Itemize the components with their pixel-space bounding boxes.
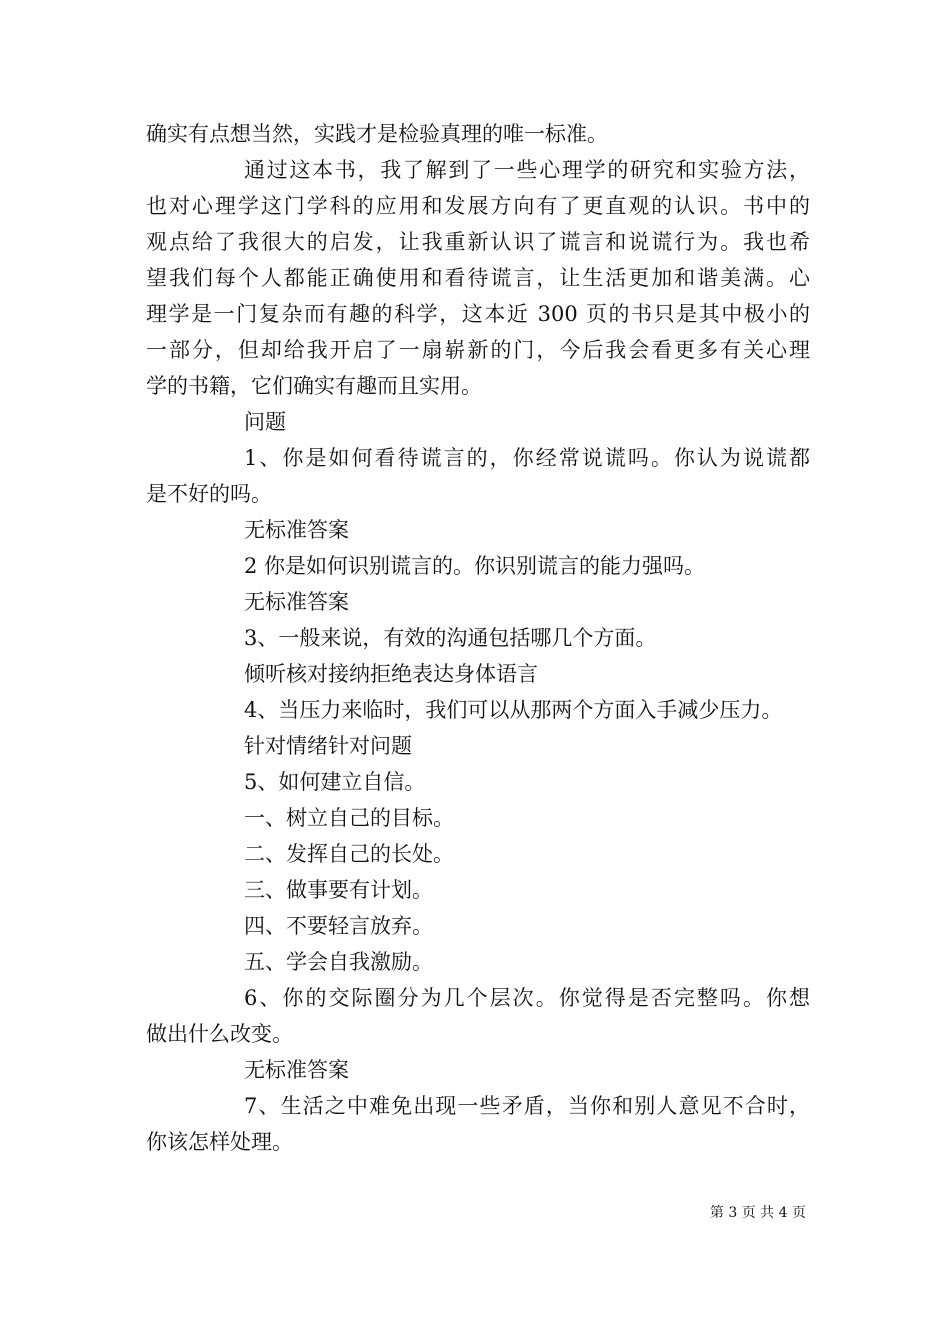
paragraph-line: 望我们每个人都能正确使用和看待谎言，让生活更加和谐美满。心 <box>146 266 810 290</box>
question-4: 4、当压力来临时，我们可以从那两个方面入手减少压力。 <box>244 698 783 722</box>
question-6: 6、你的交际圈分为几个层次。你觉得是否完整吗。你想 <box>244 986 810 1010</box>
answer-2: 无标准答案 <box>244 590 349 614</box>
answer-5-item: 五、学会自我激励。 <box>244 950 433 974</box>
answer-6: 无标准答案 <box>244 1058 349 1082</box>
document-body <box>146 116 810 1160</box>
page-number-footer: 第 3 页 共 4 页 <box>709 1205 806 1221</box>
answer-3: 倾听核对接纳拒绝表达身体语言 <box>244 662 538 686</box>
question-7: 7、生活之中难免出现一些矛盾，当你和别人意见不合时， <box>244 1094 810 1118</box>
answer-4: 针对情绪针对问题 <box>244 734 412 758</box>
answer-5-item: 三、做事要有计划。 <box>244 878 433 902</box>
paragraph-line: 确实有点想当然，实践才是检验真理的唯一标准。 <box>146 122 608 146</box>
question-5: 5、如何建立自信。 <box>244 770 426 794</box>
answer-5-item: 四、不要轻言放弃。 <box>244 914 433 938</box>
paragraph-line: 理学是一门复杂而有趣的科学，这本近 300 页的书只是其中极小的 <box>146 302 810 326</box>
question-1: 1、你是如何看待谎言的，你经常说谎吗。你认为说谎都 <box>244 446 810 470</box>
paragraph-line: 通过这本书，我了解到了一些心理学的研究和实验方法， <box>244 158 810 182</box>
answer-1: 无标准答案 <box>244 518 349 542</box>
answer-5-item: 二、发挥自己的长处。 <box>244 842 454 866</box>
section-title: 问题 <box>244 410 286 434</box>
paragraph-line: 也对心理学这门学科的应用和发展方向有了更直观的认识。书中的 <box>146 194 810 218</box>
paragraph-line: 学的书籍，它们确实有趣而且实用。 <box>146 374 482 398</box>
paragraph-line: 观点给了我很大的启发，让我重新认识了谎言和说谎行为。我也希 <box>146 230 810 254</box>
question-6-continued: 做出什么改变。 <box>146 1022 293 1046</box>
question-2: 2 你是如何识别谎言的。你识别谎言的能力强吗。 <box>244 554 706 578</box>
answer-5-item: 一、树立自己的目标。 <box>244 806 454 830</box>
question-1-continued: 是不好的吗。 <box>146 482 272 506</box>
question-7-continued: 你该怎样处理。 <box>146 1130 293 1154</box>
question-3: 3、一般来说，有效的沟通包括哪几个方面。 <box>244 626 657 650</box>
paragraph-line: 一部分，但却给我开启了一扇崭新的门，今后我会看更多有关心理 <box>146 338 810 362</box>
